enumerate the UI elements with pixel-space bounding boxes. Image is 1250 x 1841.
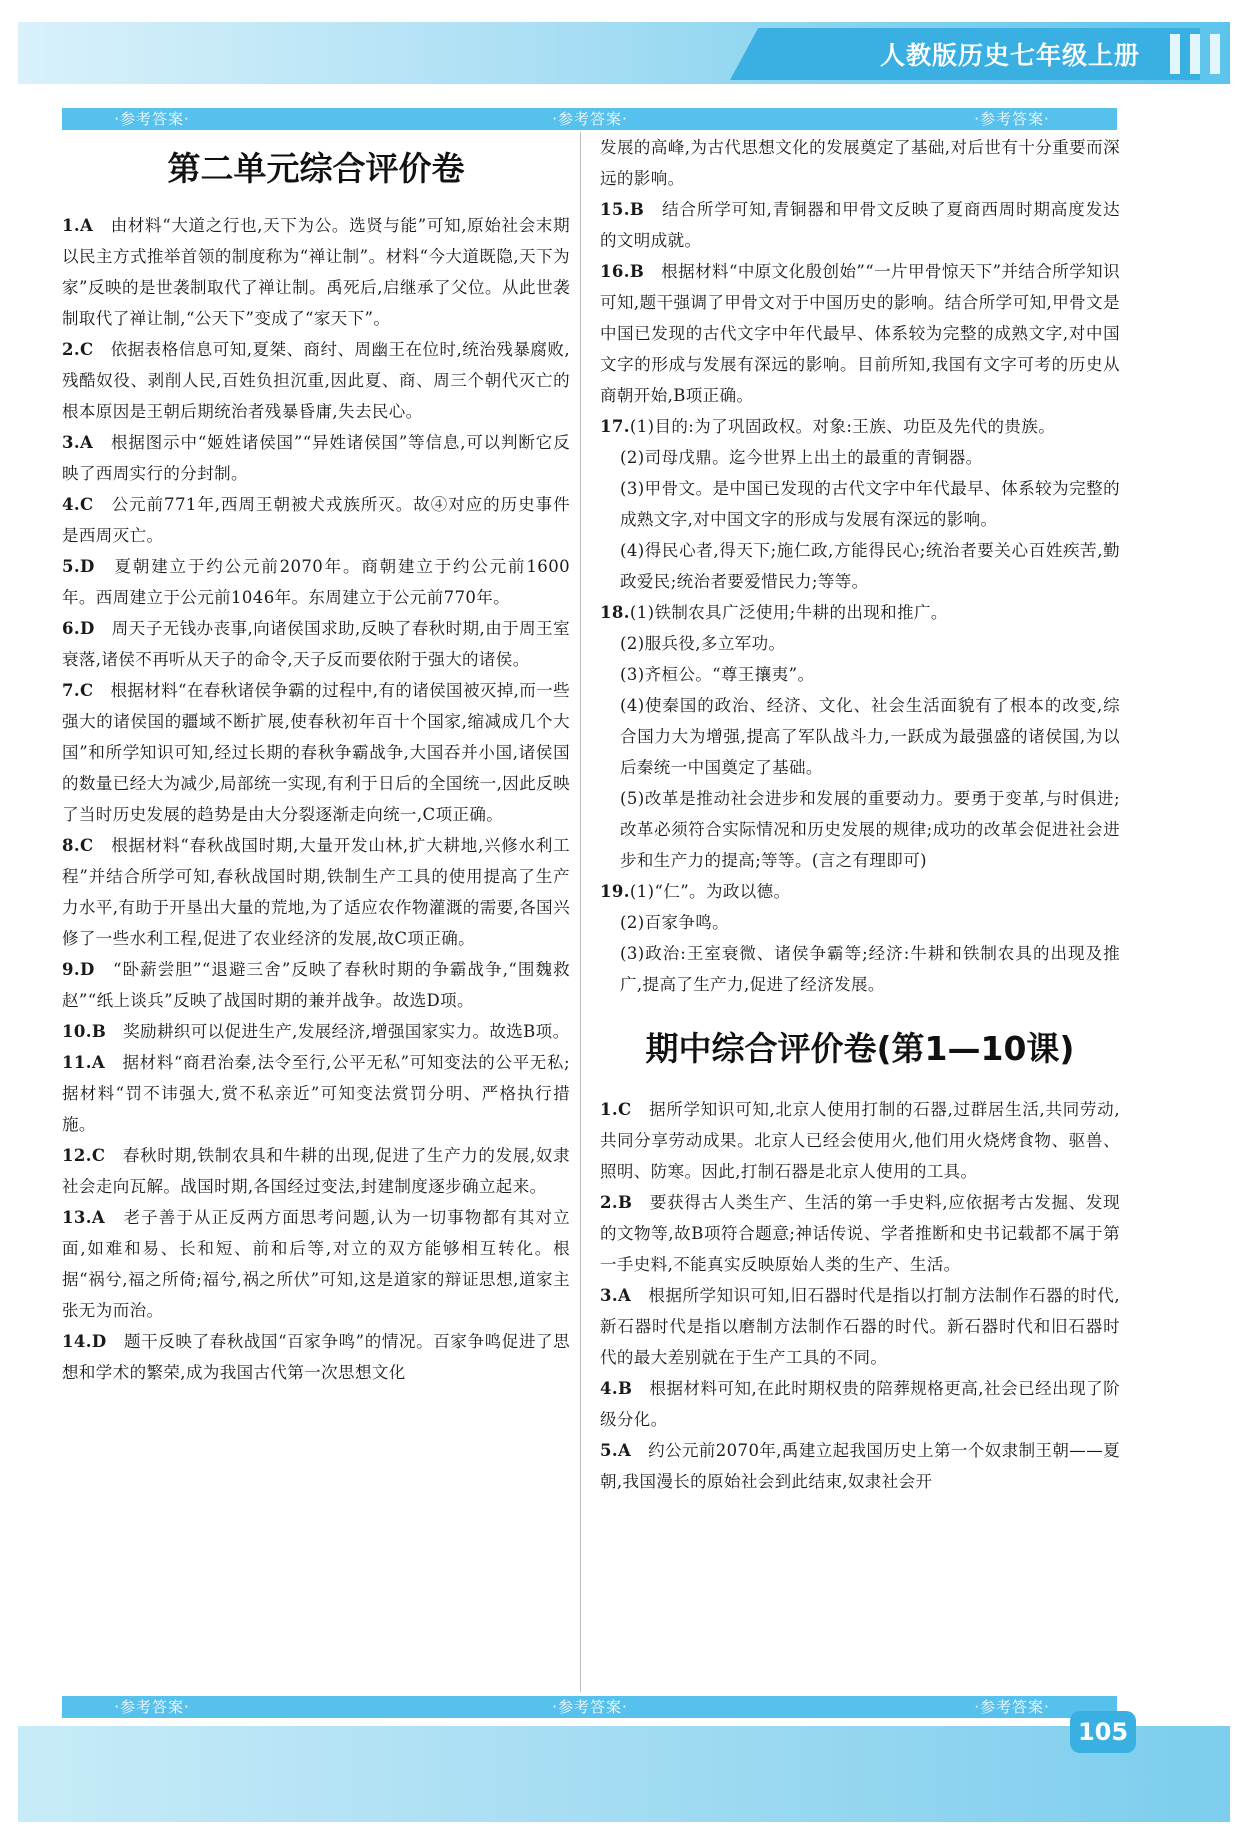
answer-item [600,1280,1120,1373]
answer-bar-label: ·参考答案· [552,1698,628,1716]
answer-number: 1.C [600,1100,632,1119]
answer-text: (3)政治:王室衰微、诸侯争霸等;经济:牛耕和铁制农具的出现及推广,提高了生产力,促进了经济发展。 [620,944,1120,994]
answer-item [600,1094,1120,1187]
answer-bar-label: ·参考答案· [114,1698,190,1716]
answer-number: 5.A [600,1441,632,1460]
answer-item [600,1187,1120,1280]
answer-text: 由材料“大道之行也,天下为公。选贤与能”可知,原始社会末期以民主方式推举首领的制度称为“禅让制”。材料“今大道既隐,天下为家”反映的是世袭制取代了禅让制。禹死后,启继承了父位。从此世袭制取代了禅让制,“公天下”变成了“家天下”。 [62,216,570,328]
answer-number: 16.B [600,262,645,281]
answer-item [62,551,570,613]
answer-number: 11.A [62,1053,106,1072]
answer-number: 4.C [62,495,94,514]
answer-number: 13.A [62,1208,106,1227]
answer-item [600,597,1120,628]
answer-list-left [62,210,570,1388]
answer-item [62,334,570,427]
answer-number: 14.D [62,1332,107,1351]
answer-text: 发展的高峰,为古代思想文化的发展奠定了基础,对后世有十分重要而深远的影响。 [600,138,1120,188]
answer-text: (4)得民心者,得天下;施仁政,方能得民心;统治者要关心百姓疾苦,勤政爱民;统治者要爱惜民力;等等。 [620,541,1120,591]
answer-item [600,876,1120,907]
answer-item [62,954,570,1016]
answer-item [62,489,570,551]
answer-text: (1)目的:为了巩固政权。对象:王族、功臣及先代的贵族。 [629,417,1056,436]
answer-item [600,1435,1120,1497]
answer-text: 约公元前2070年,禹建立起我国历史上第一个奴隶制王朝——夏朝,我国漫长的原始社会到此结束,奴隶社会开 [600,1441,1120,1491]
page-number: 105 [1070,1711,1136,1753]
answer-text: 要获得古人类生产、生活的第一手史料,应依据考古发掘、发现的文物等,故B项符合题意;神话传说、学者推断和史书记载都不属于第一手史料,不能真实反映原始人类的生产、生活。 [600,1193,1120,1274]
answer-text: (2)司母戊鼎。迄今世界上出土的最重的青铜器。 [620,448,983,467]
answer-number: 15.B [600,200,645,219]
answer-text: 依据表格信息可知,夏桀、商纣、周幽王在位时,统治残暴腐败,残酷奴役、剥削人民,百姓负担沉重,因此夏、商、周三个朝代灭亡的根本原因是王朝后期统治者残暴昏庸,失去民心。 [62,340,570,421]
answer-text: 根据材料“中原文化殷创始”“一片甲骨惊天下”并结合所学知识可知,题干强调了甲骨文对于中国历史的影响。结合所学可知,甲骨文是中国已发现的古代文字中年代最早、体系较为完整的成熟文字,对中国文字的形成与发展有深远的影响。目前所知,我国有文字可考的历史从商朝开始,B项正确。 [600,262,1120,405]
answer-text: 据材料“商君治秦,法令至行,公平无私”可知变法的公平无私;据材料“罚不讳强大,赏不私亲近”可知变法赏罚分明、严格执行措施。 [62,1053,570,1134]
answer-bar-label: ·参考答案· [552,110,628,128]
section-title-midterm: 期中综合评价卷(第1—10课) [645,1029,1075,1068]
answer-list-right-bottom [600,1094,1120,1497]
answer-number: 10.B [62,1022,107,1041]
answer-number: 6.D [62,619,95,638]
answer-number: 3.A [62,433,94,452]
header-stripes-decoration [1170,34,1220,74]
answer-number: 8.C [62,836,94,855]
answer-item [600,659,1120,690]
answer-item [600,256,1120,411]
answer-item [600,194,1120,256]
answer-text: 题干反映了春秋战国“百家争鸣”的情况。百家争鸣促进了思想和学术的繁荣,成为我国古代第一次思想文化 [62,1332,570,1382]
answer-item [62,1202,570,1326]
answer-item [600,907,1120,938]
answer-item [62,210,570,334]
answer-item [62,427,570,489]
answer-text: (2)百家争鸣。 [620,913,730,932]
answer-item [600,411,1120,442]
column-divider [580,132,581,1692]
answer-text: 根据材料“春秋战国时期,大量开发山林,扩大耕地,兴修水利工程”并结合所学可知,春秋战国时期,铁制生产工具的使用提高了生产力水平,有助于开垦出大量的荒地,为了适应农作物灌溉的需要,各国兴修了一些水利工程,促进了农业经济的发展,故C项正确。 [62,836,570,948]
answer-item [62,675,570,830]
answer-item [600,473,1120,535]
answer-text: 根据所学知识可知,旧石器时代是指以打制方法制作石器的时代,新石器时代是指以磨制方法制作石器的时代。新石器时代和旧石器时代的最大差别就在于生产工具的不同。 [600,1286,1120,1367]
footer-band [18,1726,1230,1822]
answer-text: 根据材料“在春秋诸侯争霸的过程中,有的诸侯国被灭掉,而一些强大的诸侯国的疆域不断扩展,使春秋初年百十个国家,缩减成几个大国”和所学知识可知,经过长期的春秋争霸战争,大国吞并小国,诸侯国的数量已经大为减少,局部统一实现,有利于日后的全国统一,因此反映了当时历史发展的趋势是由大分裂逐渐走向统一,C项正确。 [62,681,570,824]
answer-number: 17. [600,417,630,436]
answer-number: 3.A [600,1286,632,1305]
answer-number: 2.B [600,1193,633,1212]
answer-item [62,1140,570,1202]
answer-number: 12.C [62,1146,106,1165]
answer-list-right-top [600,132,1120,1000]
answer-text: (3)齐桓公。“尊王攘夷”。 [620,665,815,684]
answer-number: 1.A [62,216,94,235]
answer-bar-bottom [62,1696,1117,1718]
answer-text: (4)使秦国的政治、经济、文化、社会生活面貌有了根本的改变,综合国力大为增强,提高了军队战斗力,一跃成为最强盛的诸侯国,为以后秦统一中国奠定了基础。 [620,696,1120,777]
answer-item [600,535,1120,597]
answer-text: (1)“仁”。为政以德。 [629,882,791,901]
answer-number: 5.D [62,557,95,576]
answer-text: (1)铁制农具广泛使用;牛耕的出现和推广。 [629,603,948,622]
book-title: 人教版历史七年级上册 [880,41,1141,70]
answer-text: 根据图示中“姬姓诸侯国”“异姓诸侯国”等信息,可以判断它反映了西周实行的分封制。 [62,433,570,483]
left-column [62,132,570,1388]
answer-item [600,690,1120,783]
answer-text: 公元前771年,西周王朝被犬戎族所灭。故④对应的历史事件是西周灭亡。 [62,495,570,545]
answer-number: 18. [600,603,630,622]
answer-item [62,830,570,954]
answer-text: 周天子无钱办丧事,向诸侯国求助,反映了春秋时期,由于周王室衰落,诸侯不再听从天子的命令,天子反而要依附于强大的诸侯。 [62,619,570,669]
answer-text: 夏朝建立于约公元前2070年。商朝建立于约公元前1600年。西周建立于公元前1046年。东周建立于公元前770年。 [62,557,570,607]
section-title-unit2: 第二单元综合评价卷 [167,149,465,188]
answer-text: “卧薪尝胆”“退避三舍”反映了春秋时期的争霸战争,“围魏救赵”“纸上谈兵”反映了战国时期的兼并战争。故选D项。 [62,960,570,1010]
answer-item [600,938,1120,1000]
answer-number: 19. [600,882,630,901]
answer-text: (5)改革是推动社会进步和发展的重要动力。要勇于变革,与时俱进;改革必须符合实际情况和历史发展的规律;成功的改革会促进社会进步和生产力的提高;等等。(言之有理即可) [620,789,1120,870]
answer-text: 老子善于从正反两方面思考问题,认为一切事物都有其对立面,如难和易、长和短、前和后等,对立的双方能够相互转化。根据“祸兮,福之所倚;福兮,祸之所伏”可知,这是道家的辩证思想,道家主张无为而治。 [62,1208,570,1320]
answer-number: 2.C [62,340,94,359]
answer-bar-label: ·参考答案· [114,110,190,128]
answer-text: 春秋时期,铁制农具和牛耕的出现,促进了生产力的发展,奴隶社会走向瓦解。战国时期,各国经过变法,封建制度逐步确立起来。 [62,1146,570,1196]
answer-bar-label: ·参考答案· [974,110,1050,128]
answer-item [62,1326,570,1388]
answer-item [600,132,1120,194]
answer-text: 结合所学可知,青铜器和甲骨文反映了夏商西周时期高度发达的文明成就。 [600,200,1120,250]
answer-item [62,1016,570,1047]
answer-number: 7.C [62,681,94,700]
answer-text: 据所学知识可知,北京人使用打制的石器,过群居生活,共同劳动,共同分享劳动成果。北京人已经会使用火,他们用火烧烤食物、驱兽、照明、防寒。因此,打制石器是北京人使用的工具。 [600,1100,1120,1181]
answer-text: (3)甲骨文。是中国已发现的古代文字中年代最早、体系较为完整的成熟文字,对中国文字的形成与发展有深远的影响。 [620,479,1120,529]
answer-item [62,1047,570,1140]
answer-item [600,628,1120,659]
answer-bar-label: ·参考答案· [974,1698,1050,1716]
answer-bar-top [62,108,1117,130]
answer-text: 奖励耕织可以促进生产,发展经济,增强国家实力。故选B项。 [106,1022,570,1041]
answer-item [600,783,1120,876]
answer-item [600,442,1120,473]
answer-text: 根据材料可知,在此时期权贵的陪葬规格更高,社会已经出现了阶级分化。 [600,1379,1120,1429]
answer-item [600,1373,1120,1435]
right-column [600,132,1120,1497]
answer-number: 4.B [600,1379,633,1398]
answer-number: 9.D [62,960,95,979]
answer-text: (2)服兵役,多立军功。 [620,634,786,653]
answer-item [62,613,570,675]
